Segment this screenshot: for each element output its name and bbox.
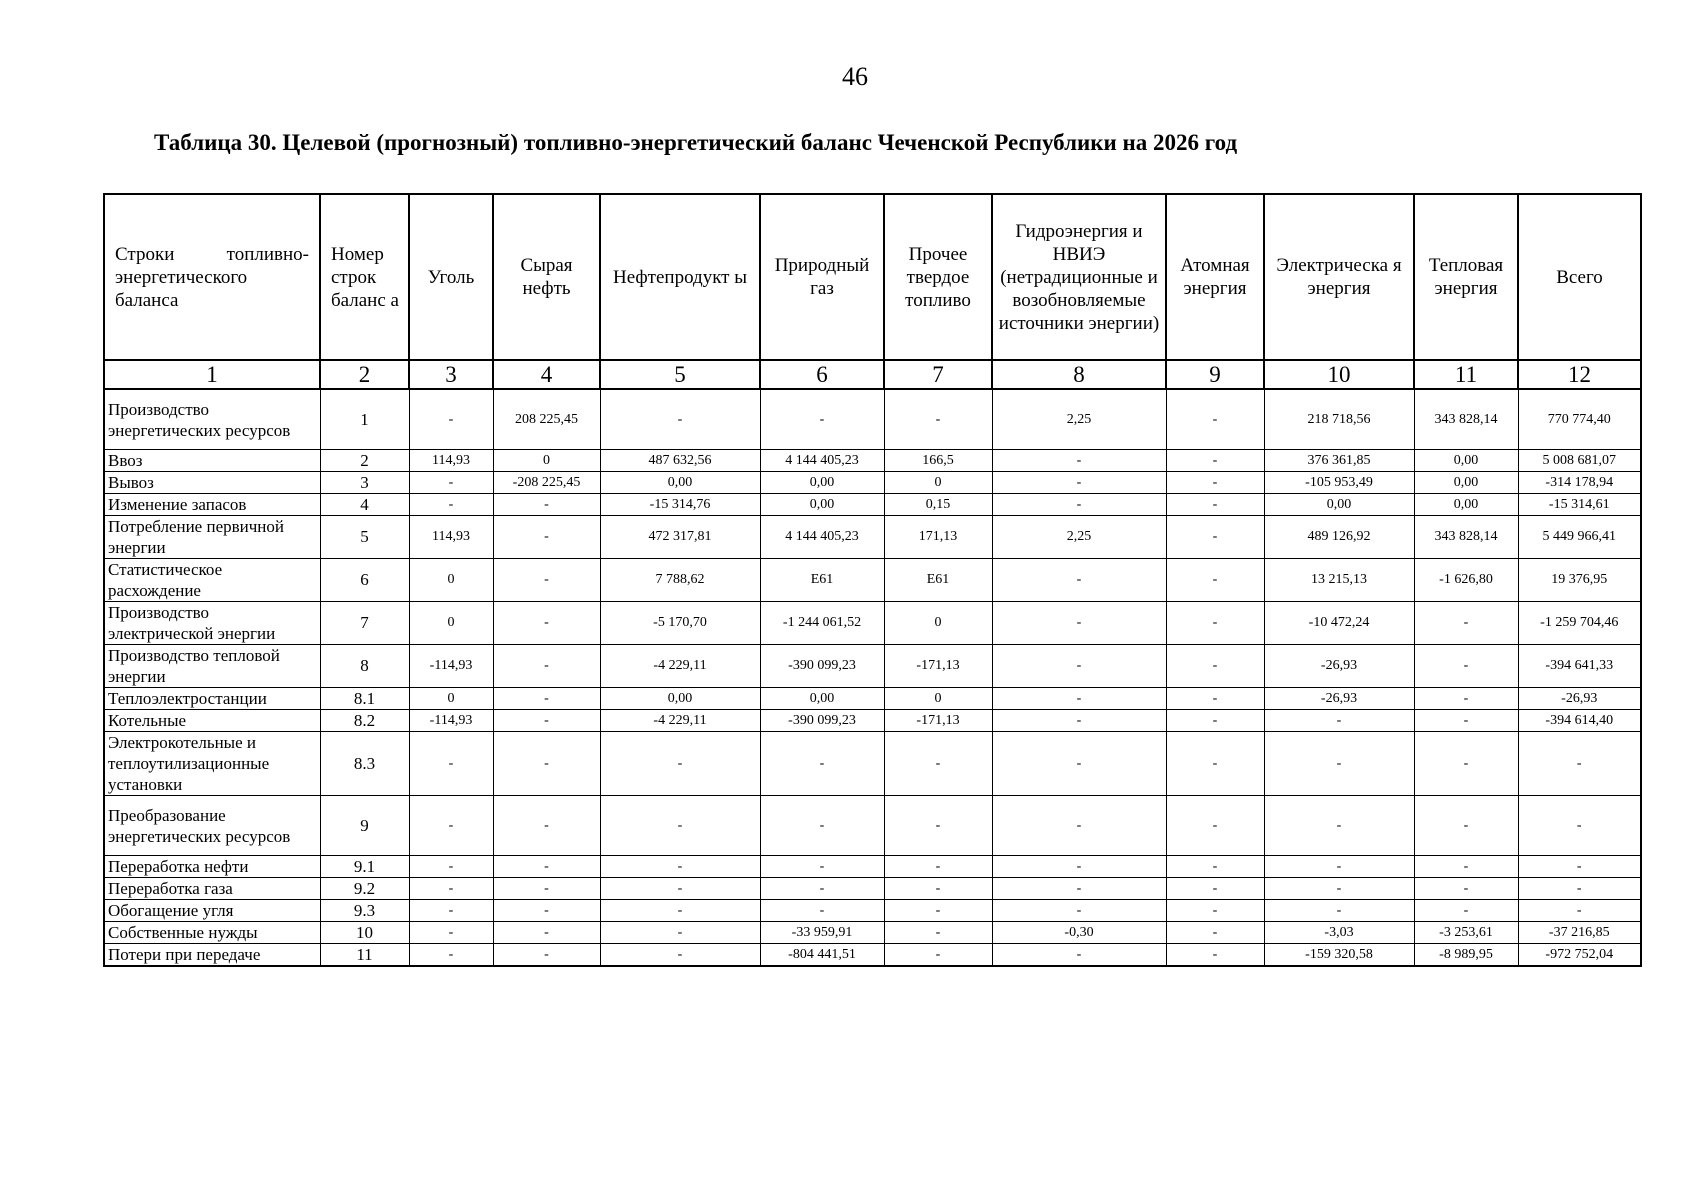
table-cell: -394 641,33 (1518, 645, 1641, 688)
table-cell: - (1414, 878, 1518, 900)
table-cell: - (493, 516, 600, 559)
table-cell: - (600, 389, 760, 450)
table-cell: - (409, 796, 493, 856)
table-cell: - (1264, 856, 1414, 878)
table-cell: - (1264, 710, 1414, 732)
table-cell: - (493, 796, 600, 856)
column-number: 9 (1166, 360, 1264, 389)
table-row (104, 900, 1641, 922)
table-cell: - (760, 796, 884, 856)
column-number: 2 (320, 360, 409, 389)
table-cell: 0 (884, 688, 992, 710)
table-cell: - (600, 944, 760, 967)
column-number: 11 (1414, 360, 1518, 389)
column-number: 12 (1518, 360, 1641, 389)
row-label: Потери при передаче (104, 944, 320, 967)
table-cell: 0,00 (600, 472, 760, 494)
column-header: Нефтепродукт ы (600, 194, 760, 360)
table-cell: 171,13 (884, 516, 992, 559)
page-number: 46 (842, 62, 868, 91)
table-cell: - (884, 732, 992, 796)
table-cell: -804 441,51 (760, 944, 884, 967)
table-cell: -10 472,24 (1264, 602, 1414, 645)
table-row (104, 710, 1641, 732)
table-row (104, 878, 1641, 900)
table-cell: - (884, 922, 992, 944)
table-cell: - (409, 900, 493, 922)
table-cell: - (493, 710, 600, 732)
table-cell: - (884, 856, 992, 878)
table-cell: - (1414, 602, 1518, 645)
table-cell: 4 144 405,23 (760, 516, 884, 559)
table-cell: - (493, 602, 600, 645)
table-cell: -390 099,23 (760, 645, 884, 688)
column-header: Строки топливно-энергетического баланса (104, 194, 320, 360)
table-cell: 770 774,40 (1518, 389, 1641, 450)
row-label: Статистическое расхождение (104, 559, 320, 602)
table-cell: 114,93 (409, 450, 493, 472)
table-cell: - (493, 645, 600, 688)
table-cell: - (992, 856, 1166, 878)
table-cell: - (992, 494, 1166, 516)
table-row (104, 450, 1641, 472)
row-label: Ввоз (104, 450, 320, 472)
column-header: Электрическа я энергия (1264, 194, 1414, 360)
table-cell: - (600, 796, 760, 856)
table-cell: - (1518, 796, 1641, 856)
table-cell: - (600, 878, 760, 900)
table-cell: - (1518, 732, 1641, 796)
table-row (104, 922, 1641, 944)
table-cell: -972 752,04 (1518, 944, 1641, 967)
table-cell: 0,00 (600, 688, 760, 710)
table-cell: - (1414, 710, 1518, 732)
table-cell: 7 788,62 (600, 559, 760, 602)
row-number: 9.2 (320, 878, 409, 900)
table-body (104, 389, 1641, 966)
table-cell: 0 (409, 688, 493, 710)
table-cell: -114,93 (409, 645, 493, 688)
table-cell: - (493, 688, 600, 710)
row-number: 7 (320, 602, 409, 645)
table-cell: - (760, 732, 884, 796)
table-cell: - (1166, 389, 1264, 450)
row-number: 1 (320, 389, 409, 450)
table-cell: -208 225,45 (493, 472, 600, 494)
table-cell: -15 314,76 (600, 494, 760, 516)
column-header: Атомная энергия (1166, 194, 1264, 360)
table-cell: 208 225,45 (493, 389, 600, 450)
table-cell: - (1414, 900, 1518, 922)
column-header: Прочее твердое топливо (884, 194, 992, 360)
table-cell: - (1166, 645, 1264, 688)
table-cell: 487 632,56 (600, 450, 760, 472)
table-cell: - (992, 900, 1166, 922)
table-cell: 166,5 (884, 450, 992, 472)
table-cell: 0 (409, 559, 493, 602)
column-number: 4 (493, 360, 600, 389)
table-cell: -3,03 (1264, 922, 1414, 944)
row-label: Котельные (104, 710, 320, 732)
column-number: 5 (600, 360, 760, 389)
table-row (104, 645, 1641, 688)
table-cell: - (600, 922, 760, 944)
table-cell: 0,00 (1414, 450, 1518, 472)
row-number: 4 (320, 494, 409, 516)
table-cell: - (493, 559, 600, 602)
table-cell: - (493, 878, 600, 900)
table-cell: - (1518, 856, 1641, 878)
table-cell: -1 259 704,46 (1518, 602, 1641, 645)
row-number: 8.2 (320, 710, 409, 732)
row-label: Теплоэлектростанции (104, 688, 320, 710)
table-cell: -394 614,40 (1518, 710, 1641, 732)
table-cell: - (1264, 878, 1414, 900)
column-number: 3 (409, 360, 493, 389)
row-label: Собственные нужды (104, 922, 320, 944)
table-cell: -15 314,61 (1518, 494, 1641, 516)
table-cell: - (760, 856, 884, 878)
header-row (104, 194, 1641, 360)
table-cell: - (600, 856, 760, 878)
table-cell: - (1166, 688, 1264, 710)
table-row (104, 732, 1641, 796)
row-number: 11 (320, 944, 409, 967)
table-cell: - (409, 922, 493, 944)
table-cell: 5 449 966,41 (1518, 516, 1641, 559)
table-cell: 218 718,56 (1264, 389, 1414, 450)
table-row (104, 472, 1641, 494)
column-number: 1 (104, 360, 320, 389)
column-header: Сырая нефть (493, 194, 600, 360)
table-cell: - (884, 389, 992, 450)
table-cell: - (1166, 710, 1264, 732)
table-cell: 0 (884, 602, 992, 645)
row-label: Переработка нефти (104, 856, 320, 878)
table-cell: -3 253,61 (1414, 922, 1518, 944)
table-cell: -0,30 (992, 922, 1166, 944)
table-cell: -4 229,11 (600, 710, 760, 732)
table-cell: 0,00 (1414, 472, 1518, 494)
table-cell: - (760, 900, 884, 922)
table-cell: - (760, 389, 884, 450)
column-number: 6 (760, 360, 884, 389)
table-cell: - (1166, 732, 1264, 796)
table-cell: - (992, 796, 1166, 856)
table-cell: 19 376,95 (1518, 559, 1641, 602)
table-cell: - (992, 710, 1166, 732)
table-cell: -8 989,95 (1414, 944, 1518, 967)
table-cell: 13 215,13 (1264, 559, 1414, 602)
table-cell: E61 (760, 559, 884, 602)
table-cell: -5 170,70 (600, 602, 760, 645)
column-number: 10 (1264, 360, 1414, 389)
row-label: Производство электрической энергии (104, 602, 320, 645)
row-label: Вывоз (104, 472, 320, 494)
table-cell: - (1166, 856, 1264, 878)
table-cell: - (493, 944, 600, 967)
row-label: Преобразование энергетических ресурсов (104, 796, 320, 856)
table-cell: - (992, 688, 1166, 710)
table-cell: - (409, 732, 493, 796)
table-cell: - (992, 732, 1166, 796)
column-header: Всего (1518, 194, 1641, 360)
table-cell: 0,15 (884, 494, 992, 516)
table-cell: 0 (493, 450, 600, 472)
table-cell: -26,93 (1518, 688, 1641, 710)
column-number: 8 (992, 360, 1166, 389)
table-cell: - (1166, 944, 1264, 967)
table-cell: - (409, 494, 493, 516)
table-cell: 2,25 (992, 389, 1166, 450)
table-title: Таблица 30. Целевой (прогнозный) топливно-энергетический баланс Чеченской Республики на 2026 год (154, 130, 1238, 155)
row-number: 5 (320, 516, 409, 559)
table-cell: - (1414, 856, 1518, 878)
table-cell: 0,00 (760, 494, 884, 516)
table-cell: - (992, 450, 1166, 472)
table-cell: - (409, 856, 493, 878)
table-cell: E61 (884, 559, 992, 602)
table-cell: 5 008 681,07 (1518, 450, 1641, 472)
table-cell: -105 953,49 (1264, 472, 1414, 494)
table-row (104, 796, 1641, 856)
table-row (104, 602, 1641, 645)
row-number: 9.1 (320, 856, 409, 878)
table-cell: - (1166, 900, 1264, 922)
table-row (104, 688, 1641, 710)
table-cell: 2,25 (992, 516, 1166, 559)
table-cell: 376 361,85 (1264, 450, 1414, 472)
table-cell: -114,93 (409, 710, 493, 732)
row-label: Обогащение угля (104, 900, 320, 922)
table-cell: -171,13 (884, 710, 992, 732)
column-header: Природный газ (760, 194, 884, 360)
table-cell: -37 216,85 (1518, 922, 1641, 944)
table-cell: - (409, 389, 493, 450)
table-cell: - (884, 878, 992, 900)
row-number: 10 (320, 922, 409, 944)
table-cell: - (409, 878, 493, 900)
table-cell: - (1166, 450, 1264, 472)
table-cell: 0 (884, 472, 992, 494)
table-cell: - (884, 944, 992, 967)
table-cell: - (992, 602, 1166, 645)
table-cell: 472 317,81 (600, 516, 760, 559)
table-cell: -1 244 061,52 (760, 602, 884, 645)
table-row (104, 494, 1641, 516)
table-cell: - (760, 878, 884, 900)
table-cell: - (1414, 796, 1518, 856)
row-number: 8.3 (320, 732, 409, 796)
column-number-row (104, 360, 1641, 389)
row-number: 3 (320, 472, 409, 494)
column-header: Тепловая энергия (1414, 194, 1518, 360)
table-cell: - (1166, 472, 1264, 494)
table-row (104, 516, 1641, 559)
table-cell: -314 178,94 (1518, 472, 1641, 494)
table-cell: 0,00 (760, 472, 884, 494)
table-cell: -26,93 (1264, 688, 1414, 710)
table-cell: -4 229,11 (600, 645, 760, 688)
table-row (104, 559, 1641, 602)
row-label: Потребление первичной энергии (104, 516, 320, 559)
table-cell: 0 (409, 602, 493, 645)
table-cell: -26,93 (1264, 645, 1414, 688)
table-cell: - (992, 472, 1166, 494)
table-row (104, 944, 1641, 967)
table-cell: -33 959,91 (760, 922, 884, 944)
column-header: Уголь (409, 194, 493, 360)
row-label: Изменение запасов (104, 494, 320, 516)
table-cell: 343 828,14 (1414, 516, 1518, 559)
table-cell: - (1166, 796, 1264, 856)
column-number: 7 (884, 360, 992, 389)
row-number: 6 (320, 559, 409, 602)
row-label: Производство тепловой энергии (104, 645, 320, 688)
table-cell: - (884, 796, 992, 856)
table-cell: 4 144 405,23 (760, 450, 884, 472)
table-cell: - (493, 922, 600, 944)
table-cell: - (992, 645, 1166, 688)
row-label: Переработка газа (104, 878, 320, 900)
table-cell: - (1264, 796, 1414, 856)
table-cell: -1 626,80 (1414, 559, 1518, 602)
row-number: 2 (320, 450, 409, 472)
table-cell: - (1166, 922, 1264, 944)
table-cell: - (1166, 559, 1264, 602)
table-row (104, 856, 1641, 878)
row-label: Электрокотельные и теплоутилизационные установки (104, 732, 320, 796)
table-cell: - (600, 732, 760, 796)
table-cell: - (1518, 878, 1641, 900)
table-cell: - (1166, 516, 1264, 559)
table-cell: 0,00 (1264, 494, 1414, 516)
row-number: 9.3 (320, 900, 409, 922)
table-cell: - (409, 944, 493, 967)
table-cell: - (493, 856, 600, 878)
table-cell: - (1264, 732, 1414, 796)
table-cell: - (493, 494, 600, 516)
table-cell: 489 126,92 (1264, 516, 1414, 559)
table-row (104, 389, 1641, 450)
table-cell: - (1414, 688, 1518, 710)
table-cell: - (493, 732, 600, 796)
table-cell: - (1166, 602, 1264, 645)
table-cell: - (1264, 900, 1414, 922)
table-cell: - (884, 900, 992, 922)
row-number: 8 (320, 645, 409, 688)
table-cell: - (1414, 732, 1518, 796)
table-cell: - (1166, 878, 1264, 900)
table-cell: -390 099,23 (760, 710, 884, 732)
table-cell: - (1518, 900, 1641, 922)
column-header: Номер строк баланс а (320, 194, 409, 360)
table-cell: - (409, 472, 493, 494)
table-cell: 114,93 (409, 516, 493, 559)
table-cell: - (600, 900, 760, 922)
row-number: 9 (320, 796, 409, 856)
table-cell: - (992, 878, 1166, 900)
row-number: 8.1 (320, 688, 409, 710)
energy-balance-table (103, 193, 1642, 967)
table-cell: 0,00 (760, 688, 884, 710)
row-label: Производство энергетических ресурсов (104, 389, 320, 450)
table-cell: - (1414, 645, 1518, 688)
table-cell: 343 828,14 (1414, 389, 1518, 450)
table-cell: - (992, 559, 1166, 602)
table-cell: - (493, 900, 600, 922)
table-cell: - (1166, 494, 1264, 516)
column-header: Гидроэнергия и НВИЭ (нетрадиционные и возобновляемые источники энергии) (992, 194, 1166, 360)
table-cell: -171,13 (884, 645, 992, 688)
table-cell: - (992, 944, 1166, 967)
table-cell: 0,00 (1414, 494, 1518, 516)
table-cell: -159 320,58 (1264, 944, 1414, 967)
